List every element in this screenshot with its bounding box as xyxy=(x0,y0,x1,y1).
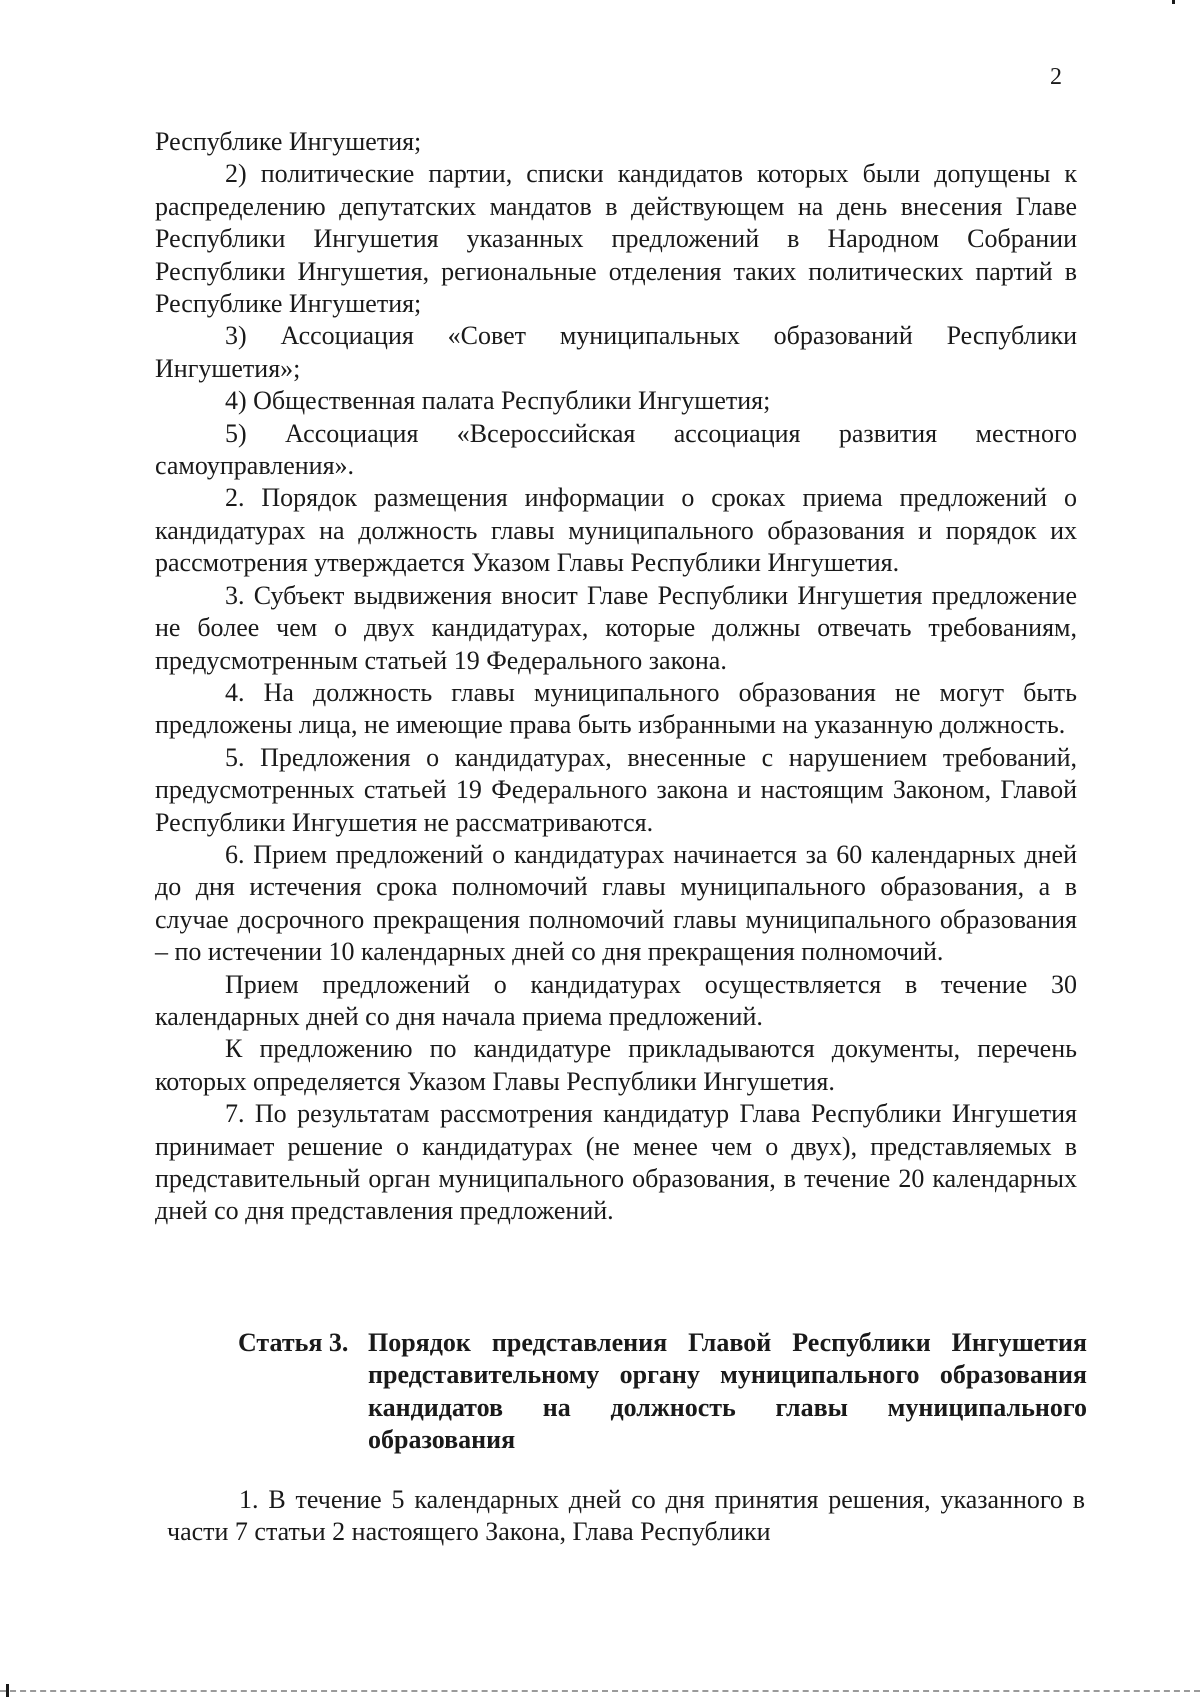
page-number: 2 xyxy=(1050,64,1062,90)
clause-6-acceptance-period: Прием предложений о кандидатурах осуществляется в течение 30 календарных дней со дня начала приема предложений. xyxy=(155,969,1077,1031)
list-item-municipal-council-association: 3) Ассоциация «Совет муниципальных образований Республики Ингушетия»; xyxy=(155,321,1077,383)
article-3-body xyxy=(167,1484,1085,1549)
clause-6-attached-documents: К предложению по кандидатуре прикладываются документы, перечень которых определяется Указом Главы Республики Ингушетия. xyxy=(155,1034,1077,1096)
list-item-political-parties: 2) политические партии, списки кандидатов которых были допущены к распределению депутатских мандатов в действующем на день внесения Главе Республики Ингушетия указанных предложений в Народном Собрании Республики Ингушетия, региональные отделения таких политических партий в Республике Ингушетия; xyxy=(155,159,1077,319)
article-3-title: Порядок представления Главой Республики Ингушетия представительному органу муниципального образования кандидатов на должность главы муниципального образования xyxy=(368,1328,1087,1455)
clause-2-information-procedure: 2. Порядок размещения информации о сроках приема предложений о кандидатурах на должность главы муниципального образования и порядок их рассмотрения утверждается Указом Главы Республики Ингушетия. xyxy=(155,483,1077,578)
article-2-continued xyxy=(155,126,1077,1228)
clause-4-ineligible-persons: 4. На должность главы муниципального образования не могут быть предложены лица, не имеющие права быть избранными на указанную должность. xyxy=(155,677,1077,740)
clause-5-rejected-proposals: 5. Предложения о кандидатурах, внесенные с нарушением требований, предусмотренных статьей 19 Федерального закона и настоящим Законом, Главой Республики Ингушетия не рассматриваются. xyxy=(155,742,1077,837)
article-3-number: Статья 3. xyxy=(238,1328,349,1357)
list-item-public-chamber: 4) Общественная палата Республики Ингушетия; xyxy=(225,386,771,416)
paragraph-continuation: Республике Ингушетия; xyxy=(155,127,422,156)
article-3-heading xyxy=(238,1327,1087,1457)
article-3-clause-1: 1. В течение 5 календарных дней со дня принятия решения, указанного в части 7 статьи 2 настоящего Закона, Глава Республики xyxy=(167,1485,1085,1547)
clause-7-head-decision: 7. По результатам рассмотрения кандидатур Глава Республики Ингушетия принимает решение о кандидатурах (не менее чем о двух), представляемых в представительный орган муниципального образования, в течение 20 календарных дней со дня представления предложений. xyxy=(155,1099,1077,1226)
scan-mark-top-right xyxy=(1172,0,1175,4)
list-item-local-government-association: 5) Ассоциация «Всероссийская ассоциация развития местного самоуправления». xyxy=(155,418,1077,481)
scan-edge-line xyxy=(0,1690,1200,1692)
clause-3-nomination-subject: 3. Субъект выдвижения вносит Главе Республики Ингушетия предложение не более чем о двух кандидатурах, которые должны отвечать требованиям, предусмотренным статьей 19 Федерального закона. xyxy=(155,580,1077,675)
clause-6-acceptance-start: 6. Прием предложений о кандидатурах начинается за 60 календарных дней до дня истечения срока полномочий главы муниципального образования, а в случае досрочного прекращения полномочий главы муниципального образования – по истечении 10 календарных дней со дня прекращения полномочий. xyxy=(155,839,1077,967)
